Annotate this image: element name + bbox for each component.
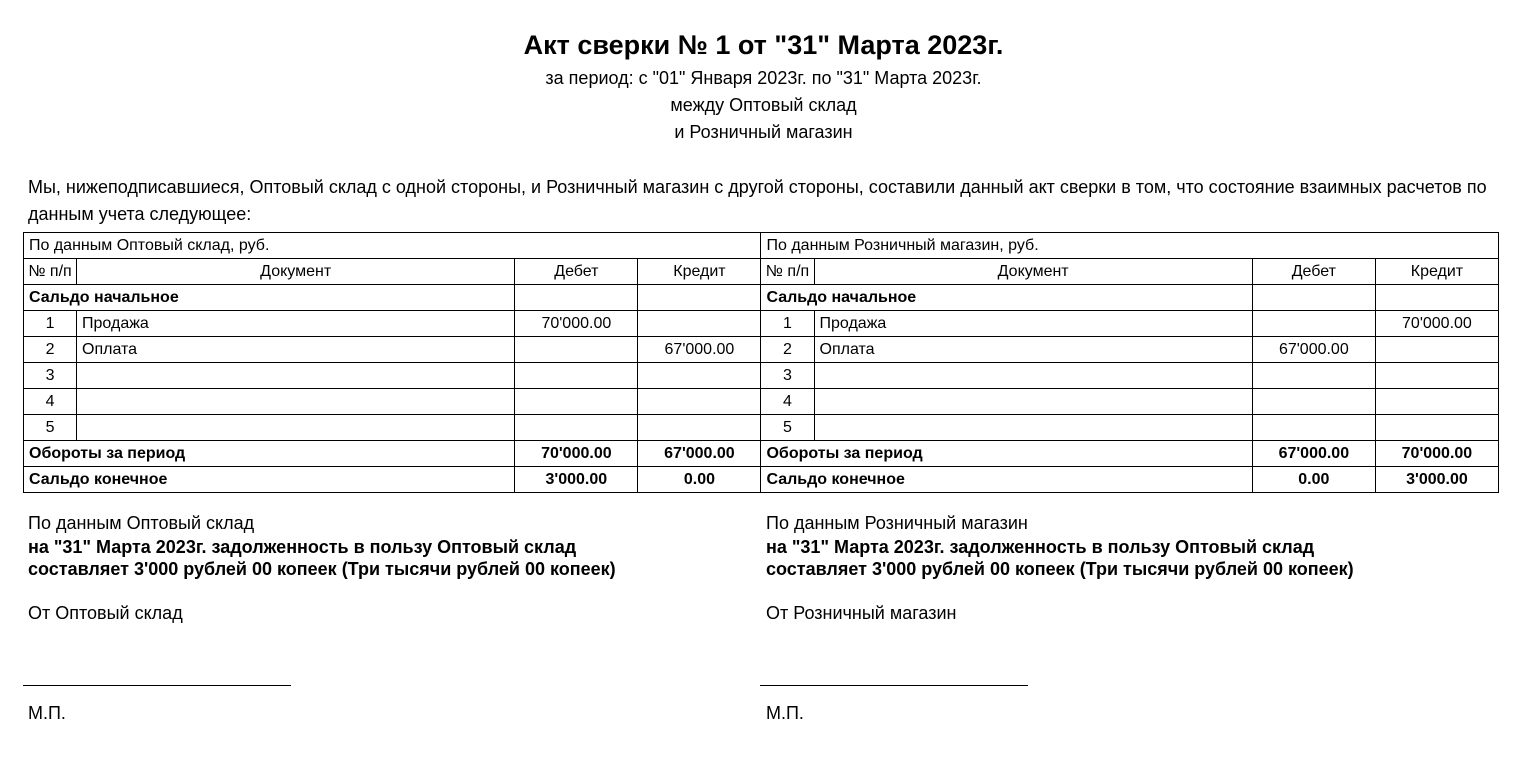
row-right-debit bbox=[1252, 363, 1375, 389]
left-debt-line-2: составляет 3'000 рублей 00 копеек (Три тысячи рублей 00 копеек) bbox=[28, 559, 616, 579]
row-number: 1 bbox=[24, 311, 77, 337]
col-doc: Документ bbox=[77, 259, 515, 285]
right-stamp-label: М.П. bbox=[766, 703, 804, 723]
row-document bbox=[814, 363, 1252, 389]
left-party-heading: По данным Оптовый склад, руб. bbox=[24, 233, 761, 259]
row-right-debit: 67'000.00 bbox=[1252, 337, 1375, 363]
right-debt-line-2: составляет 3'000 рублей 00 копеек (Три тысячи рублей 00 копеек) bbox=[766, 559, 1354, 579]
cell-empty bbox=[638, 285, 761, 311]
right-signature-line bbox=[760, 685, 1028, 686]
row-right-credit bbox=[1375, 415, 1498, 441]
closing-right-debit: 0.00 bbox=[1252, 467, 1375, 493]
right-source-label: По данным Розничный магазин bbox=[766, 513, 1028, 533]
row-left-debit bbox=[515, 415, 638, 441]
right-debt-line-1: на "31" Марта 2023г. задолженность в пользу Оптовый склад bbox=[766, 537, 1315, 557]
table-row bbox=[24, 415, 1499, 441]
col-credit: Кредит bbox=[1375, 259, 1498, 285]
turnover-label: Обороты за период bbox=[24, 441, 515, 467]
row-left-debit: 70'000.00 bbox=[515, 311, 638, 337]
table-row bbox=[24, 311, 1499, 337]
table-row bbox=[24, 363, 1499, 389]
column-header-row bbox=[24, 259, 1499, 285]
row-document: Продажа bbox=[814, 311, 1252, 337]
closing-label: Сальдо конечное bbox=[24, 467, 515, 493]
right-footer bbox=[766, 512, 1354, 580]
row-number: 3 bbox=[24, 363, 77, 389]
row-right-debit bbox=[1252, 415, 1375, 441]
row-number: 5 bbox=[761, 415, 814, 441]
left-source-label: По данным Оптовый склад bbox=[28, 513, 255, 533]
intro-paragraph: Мы, нижеподписавшиеся, Оптовый склад с одной стороны, и Розничный магазин с другой стороны, составили данный акт сверки в том, что состояние взаимных расчетов по данным учета следующее: bbox=[28, 177, 1487, 224]
turnover-right-debit: 67'000.00 bbox=[1252, 441, 1375, 467]
left-signature-line bbox=[23, 685, 291, 686]
closing-left-debit: 3'000.00 bbox=[515, 467, 638, 493]
turnover-row bbox=[24, 441, 1499, 467]
turnover-left-credit: 67'000.00 bbox=[638, 441, 761, 467]
left-from-label: От Оптовый склад bbox=[28, 603, 183, 623]
cell-empty bbox=[1252, 285, 1375, 311]
col-num: № п/п bbox=[761, 259, 814, 285]
right-party-heading: По данным Розничный магазин, руб. bbox=[761, 233, 1499, 259]
row-right-credit bbox=[1375, 389, 1498, 415]
col-debit: Дебет bbox=[1252, 259, 1375, 285]
left-stamp-label: М.П. bbox=[28, 703, 66, 723]
row-left-debit bbox=[515, 389, 638, 415]
col-doc: Документ bbox=[814, 259, 1252, 285]
row-right-credit bbox=[1375, 363, 1498, 389]
row-document: Оплата bbox=[814, 337, 1252, 363]
row-right-debit bbox=[1252, 311, 1375, 337]
row-left-credit bbox=[638, 415, 761, 441]
row-document bbox=[77, 415, 515, 441]
row-right-credit: 70'000.00 bbox=[1375, 311, 1498, 337]
row-document bbox=[77, 389, 515, 415]
row-number: 3 bbox=[761, 363, 814, 389]
row-left-debit bbox=[515, 363, 638, 389]
row-left-credit bbox=[638, 363, 761, 389]
row-document: Продажа bbox=[77, 311, 515, 337]
closing-right-credit: 3'000.00 bbox=[1375, 467, 1498, 493]
turnover-right-credit: 70'000.00 bbox=[1375, 441, 1498, 467]
document-title: Акт сверки № 1 от "31" Марта 2023г. bbox=[523, 30, 1004, 60]
opening-balance-row bbox=[24, 285, 1499, 311]
row-document bbox=[77, 363, 515, 389]
reconciliation-table bbox=[23, 232, 1499, 493]
left-debt-line-1: на "31" Марта 2023г. задолженность в пользу Оптовый склад bbox=[28, 537, 577, 557]
row-right-credit bbox=[1375, 337, 1498, 363]
opening-label: Сальдо начальное bbox=[761, 285, 1252, 311]
party-line-1: между Оптовый склад bbox=[670, 95, 857, 115]
row-number: 1 bbox=[761, 311, 814, 337]
party-line-2: и Розничный магазин bbox=[674, 122, 853, 142]
cell-empty bbox=[515, 285, 638, 311]
left-footer bbox=[28, 512, 616, 580]
cell-empty bbox=[1375, 285, 1498, 311]
table-row bbox=[24, 389, 1499, 415]
col-credit: Кредит bbox=[638, 259, 761, 285]
col-num: № п/п bbox=[24, 259, 77, 285]
table-row bbox=[24, 337, 1499, 363]
row-document bbox=[814, 415, 1252, 441]
row-document: Оплата bbox=[77, 337, 515, 363]
closing-label: Сальдо конечное bbox=[761, 467, 1252, 493]
col-debit: Дебет bbox=[515, 259, 638, 285]
row-document bbox=[814, 389, 1252, 415]
row-number: 2 bbox=[761, 337, 814, 363]
row-number: 4 bbox=[24, 389, 77, 415]
row-left-credit: 67'000.00 bbox=[638, 337, 761, 363]
table-heading-row bbox=[24, 233, 1499, 259]
turnover-label: Обороты за период bbox=[761, 441, 1252, 467]
row-left-debit bbox=[515, 337, 638, 363]
closing-balance-row bbox=[24, 467, 1499, 493]
row-number: 5 bbox=[24, 415, 77, 441]
closing-left-credit: 0.00 bbox=[638, 467, 761, 493]
row-right-debit bbox=[1252, 389, 1375, 415]
period-line: за период: с "01" Января 2023г. по "31" Марта 2023г. bbox=[545, 68, 982, 88]
turnover-left-debit: 70'000.00 bbox=[515, 441, 638, 467]
row-number: 4 bbox=[761, 389, 814, 415]
row-number: 2 bbox=[24, 337, 77, 363]
row-left-credit bbox=[638, 389, 761, 415]
right-from-label: От Розничный магазин bbox=[766, 603, 957, 623]
row-left-credit bbox=[638, 311, 761, 337]
opening-label: Сальдо начальное bbox=[24, 285, 515, 311]
